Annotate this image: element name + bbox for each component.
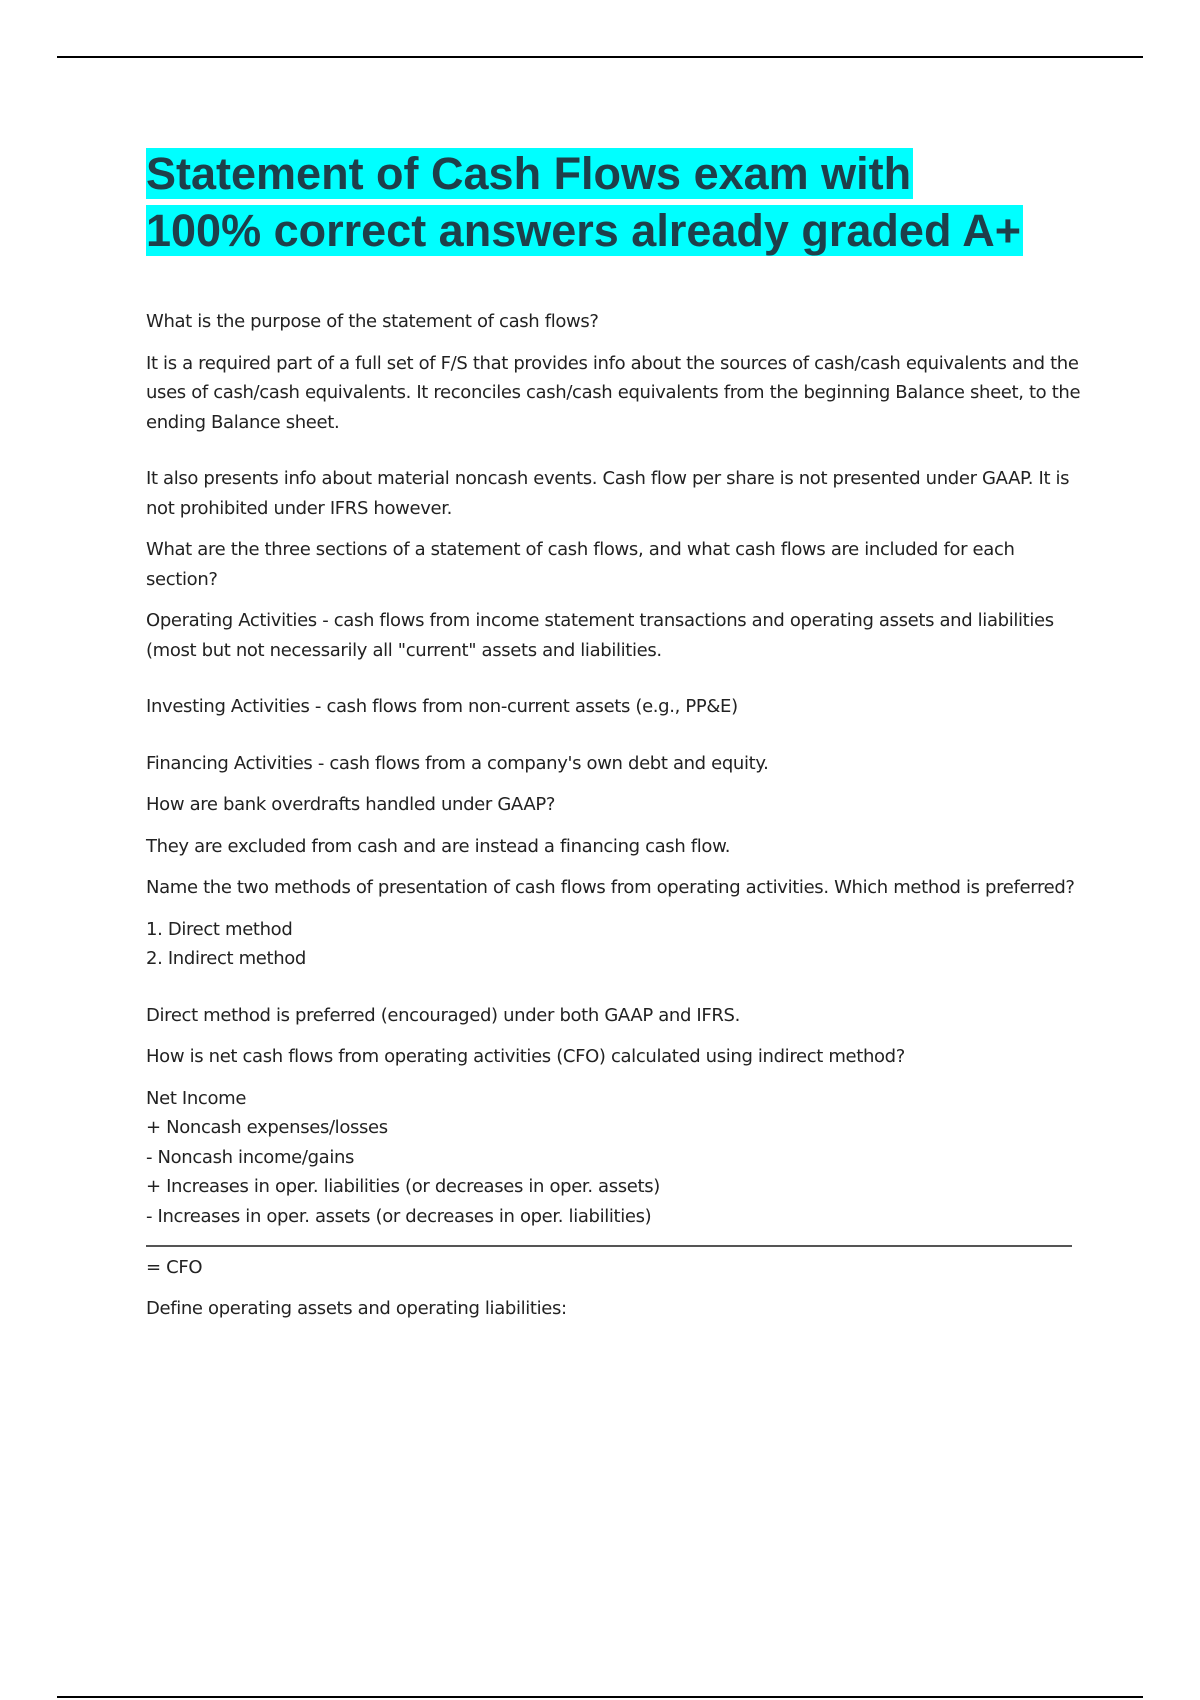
title-line-1: Statement of Cash Flows exam with [146, 148, 912, 199]
document-body [146, 145, 1086, 1324]
formula-line: - Increases in oper. assets (or decreases in oper. liabilities) [146, 1205, 652, 1227]
list-item: 1. Direct method [146, 918, 293, 940]
document-title [146, 145, 1086, 259]
answer-operating: Operating Activities - cash flows from income statement transactions and operating assets and liabilities (most but not necessarily all "current" assets and liabilities. [146, 610, 1054, 661]
question-cfo: How is net cash flows from operating activities (CFO) calculated using indirect method? [146, 1046, 905, 1067]
answer-preferred-method: Direct method is preferred (encouraged) under both GAAP and IFRS. [146, 1004, 740, 1026]
formula-line: + Noncash expenses/losses [146, 1117, 388, 1138]
formula-total: = CFO [146, 1256, 203, 1278]
question-sections: What are the three sections of a statement of cash flows, and what cash flows are included for each section? [146, 539, 1015, 590]
answer-purpose-2: It also presents info about material noncash events. Cash flow per share is not presented under GAAP. It is not prohibited under IFRS however. [146, 468, 1070, 519]
question-methods: Name the two methods of presentation of cash flows from operating activities. Which method is preferred? [146, 877, 1075, 898]
answer-purpose-1: It is a required part of a full set of F/S that provides info about the sources of cash/cash equivalents and the uses of cash/cash equivalents. It reconciles cash/cash equivalents from the beginning Balance sheet, to the ending Balance sheet. [146, 352, 1081, 433]
list-item: 2. Indirect method [146, 948, 307, 969]
question-define: Define operating assets and operating liabilities: [146, 1298, 567, 1319]
formula-line: - Noncash income/gains [146, 1146, 355, 1168]
formula-line: + Increases in oper. liabilities (or decreases in oper. assets) [146, 1176, 660, 1197]
formula-divider [146, 1245, 1072, 1247]
title-line-2: 100% correct answers already graded A+ [146, 205, 1022, 256]
answer-financing: Financing Activities - cash flows from a company's own debt and equity. [146, 752, 769, 774]
bottom-rule [57, 1696, 1143, 1698]
top-rule [57, 56, 1143, 58]
question-purpose: What is the purpose of the statement of cash flows? [146, 311, 599, 332]
answer-overdrafts: They are excluded from cash and are instead a financing cash flow. [146, 835, 731, 857]
formula-line: Net Income [146, 1087, 247, 1109]
answer-investing: Investing Activities - cash flows from non-current assets (e.g., PP&E) [146, 696, 738, 717]
question-overdrafts: How are bank overdrafts handled under GAAP? [146, 794, 556, 815]
